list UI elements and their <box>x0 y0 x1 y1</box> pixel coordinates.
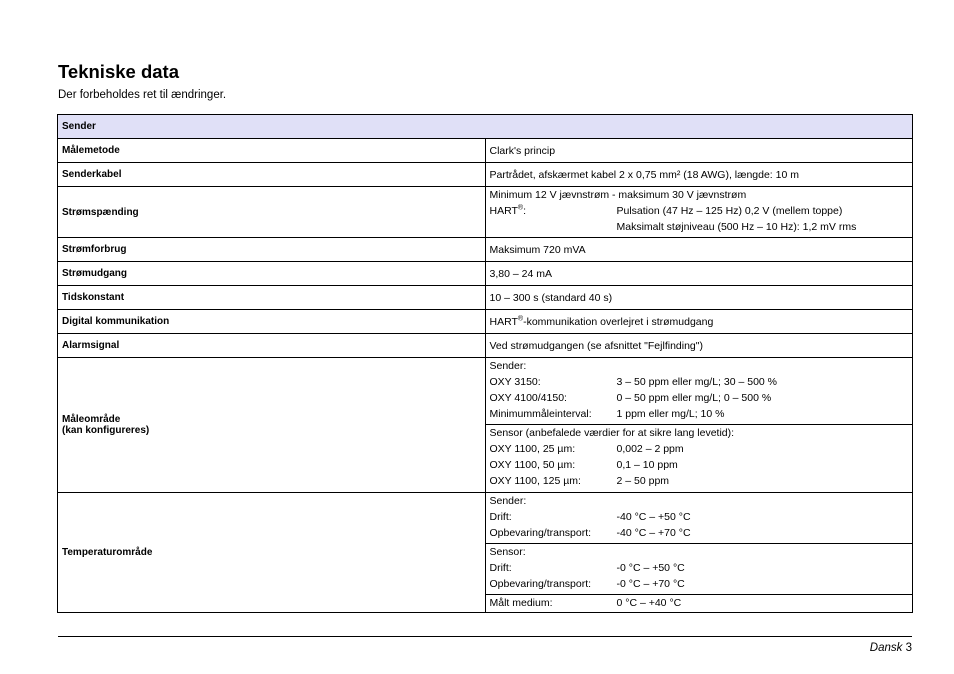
row-value-stromspaending <box>485 187 913 238</box>
table-section-header <box>58 115 913 139</box>
row-label-stromforbrug: Strømforbrug <box>58 238 486 262</box>
temp-sender-block: Sender: Drift: -40 °C – +50 °C Opbevaring/transport: -40 °C – +70 °C <box>486 493 913 544</box>
row-label-stromudgang: Strømudgang <box>58 262 486 286</box>
row-value-digital: HART®-kommunikation overlejret i strømudgang <box>485 310 913 334</box>
temp-medium-block <box>486 595 913 612</box>
list-item: Minimummåleinterval: 1 ppm eller mg/L; 10 % <box>489 408 725 420</box>
list-item: Drift: -0 °C – +50 °C <box>489 562 685 574</box>
list-item: OXY 4100/4150: 0 – 50 ppm eller mg/L; 0 – 500 % <box>489 392 772 404</box>
table-row <box>58 310 913 334</box>
registered-mark: ® <box>517 204 524 212</box>
row-label-digital: Digital kommunikation <box>58 310 486 334</box>
table-row <box>58 493 913 613</box>
range-sender-block: Sender: OXY 3150: 3 – 50 ppm eller mg/L; 30 – 500 % OXY 4100/4150: 0 – 50 ppm eller mg/L; 0 – 500 % Minimummåleinterval: 1 ppm eller mg/L; 10 % <box>486 358 913 425</box>
table-row <box>58 187 913 238</box>
row-label-alarmsignal: Alarmsignal <box>58 334 486 358</box>
list-item: OXY 1100, 125 µm: 2 – 50 ppm <box>489 475 670 487</box>
list-item: Opbevaring/transport: -40 °C – +70 °C <box>489 527 691 539</box>
hart-value-pulsation: Pulsation (47 Hz – 125 Hz) 0,2 V (mellem toppe) <box>616 205 843 217</box>
footer-divider <box>58 636 912 637</box>
page-title: Tekniske data <box>58 61 179 82</box>
row-value-maleomrade <box>485 358 913 493</box>
list-item: Opbevaring/transport: -0 °C – +70 °C <box>489 578 685 590</box>
list-item: OXY 1100, 25 µm: 0,002 – 2 ppm <box>489 443 684 455</box>
row-value-malemetode: Clark's princip <box>485 139 913 163</box>
registered-mark: ® <box>517 315 524 322</box>
row-value-alarmsignal: Ved strømudgangen (se afsnittet "Fejlfinding") <box>485 334 913 358</box>
section-title: Sender <box>58 115 913 139</box>
row-label-temperatur: Temperaturområde <box>58 493 486 613</box>
row-value-stromudgang: 3,80 – 24 mA <box>485 262 913 286</box>
hart-key: HART®: <box>489 204 526 217</box>
list-item: Drift: -40 °C – +50 °C <box>489 511 691 523</box>
table-row <box>58 286 913 310</box>
voltage-range-text: Minimum 12 V jævnstrøm - maksimum 30 V jævnstrøm <box>489 189 747 201</box>
row-label-maleomrade: Måleområde (kan konfigureres) <box>58 358 486 493</box>
list-item: Målt medium: 0 °C – +40 °C <box>489 597 682 609</box>
list-item: OXY 1100, 50 µm: 0,1 – 10 ppm <box>489 459 678 471</box>
row-value-temperatur <box>485 493 913 613</box>
temp-sensor-block: Sensor: Drift: -0 °C – +50 °C Opbevaring/transport: -0 °C – +70 °C <box>486 544 913 595</box>
row-value-senderkabel: Partrådet, afskærmet kabel 2 x 0,75 mm² (18 AWG), længde: 10 m <box>485 163 913 187</box>
table-row <box>58 238 913 262</box>
row-value-tidskonstant: 10 – 300 s (standard 40 s) <box>485 286 913 310</box>
table-row <box>58 139 913 163</box>
footer-language: Dansk <box>869 642 903 654</box>
list-item: OXY 3150: 3 – 50 ppm eller mg/L; 30 – 500 % <box>489 376 778 388</box>
range-sensor-block: Sensor (anbefalede værdier for at sikre lang levetid): OXY 1100, 25 µm: 0,002 – 2 ppm OXY 1100, 50 µm: 0,1 – 10 ppm OXY 1100, 125 µm: 2 – 50 ppm <box>486 425 913 492</box>
table-row <box>58 358 913 493</box>
table-row <box>58 262 913 286</box>
row-label-malemetode: Målemetode <box>58 139 486 163</box>
page-footer <box>870 642 912 654</box>
table-row <box>58 163 913 187</box>
row-label-senderkabel: Senderkabel <box>58 163 486 187</box>
hart-value-noise: Maksimalt støjniveau (500 Hz – 10 Hz): 1,2 mV rms <box>616 221 857 233</box>
page-subtitle: Der forbeholdes ret til ændringer. <box>58 89 227 101</box>
row-value-stromforbrug: Maksimum 720 mVA <box>485 238 913 262</box>
tech-data-table <box>57 114 913 613</box>
page-number: 3 <box>905 642 912 654</box>
row-label-tidskonstant: Tidskonstant <box>58 286 486 310</box>
table-row <box>58 334 913 358</box>
row-label-stromspaending: Strømspænding <box>58 187 486 238</box>
